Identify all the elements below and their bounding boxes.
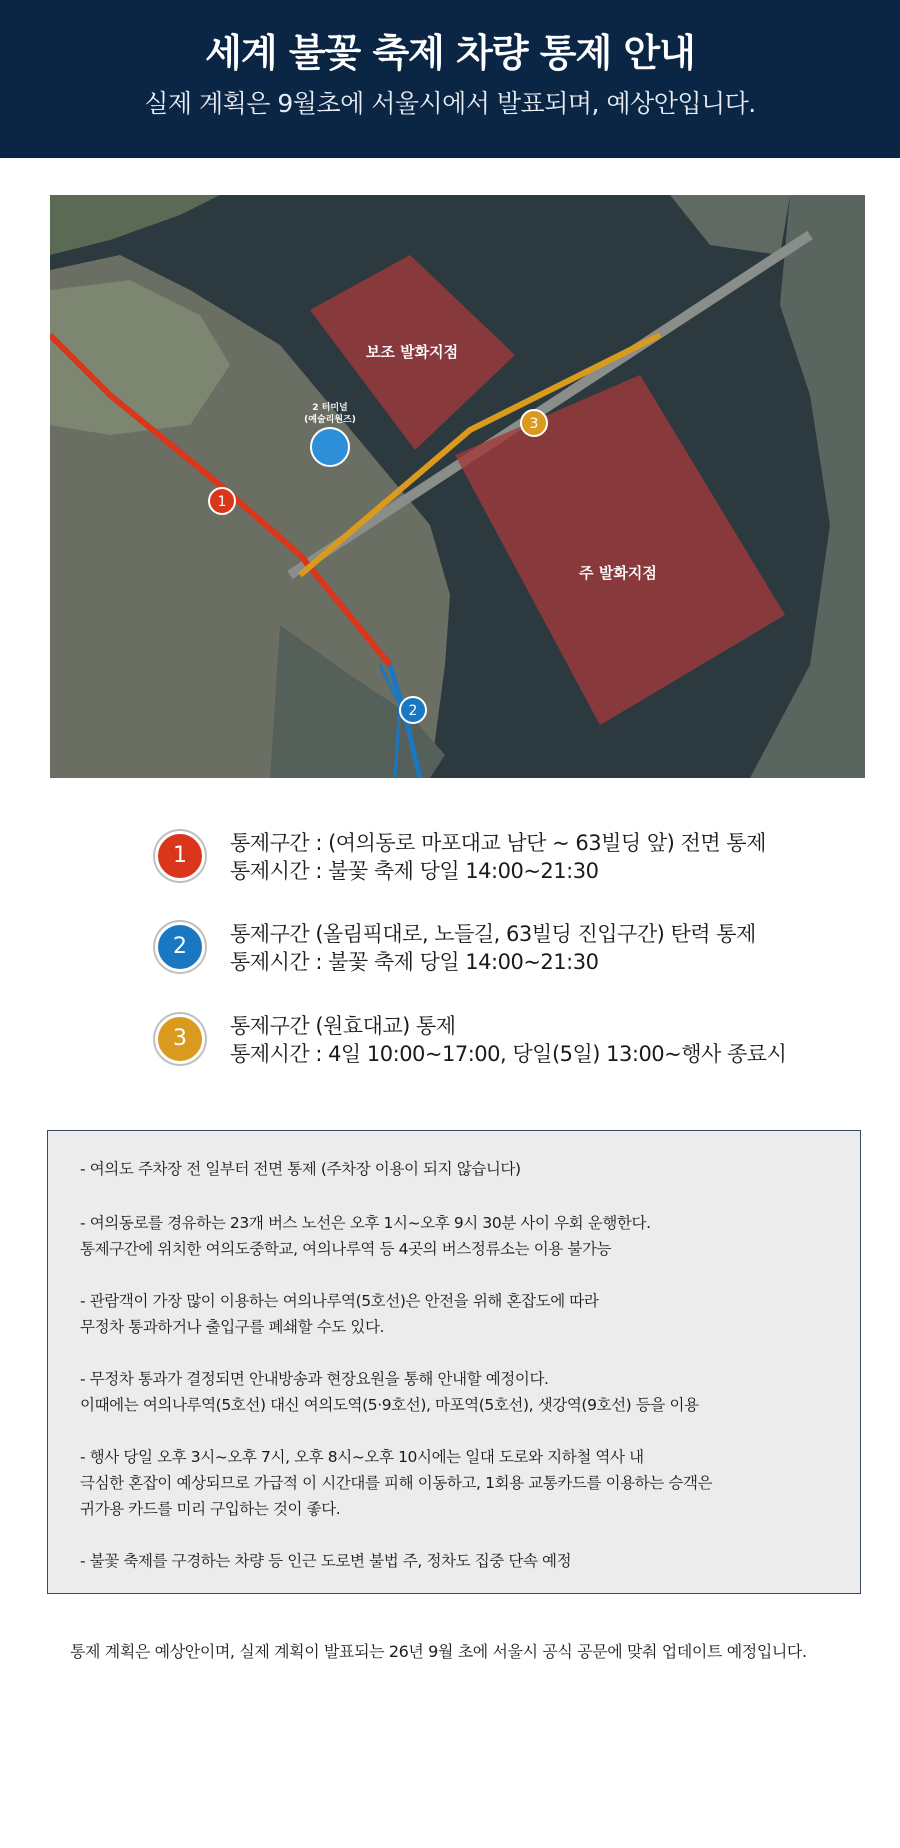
map-marker-1 bbox=[209, 488, 235, 514]
note-2-line-1: - 여의동로를 경유하는 23개 버스 노선은 오후 1시~오후 9시 30분 사이 우회 운행한다. bbox=[80, 1214, 651, 1232]
note-4-line-2: 이때에는 여의나루역(5호선) 대신 여의도역(5·9호선), 마포역(5호선), 샛강역(9호선) 등을 이용 bbox=[80, 1396, 699, 1414]
terminal-sublabel: (예술리원즈) bbox=[304, 415, 356, 425]
terminal-marker bbox=[311, 428, 349, 466]
page-subtitle: 실제 계획은 9월초에 서울시에서 발표되며, 예상안입니다. bbox=[144, 89, 756, 118]
legend-3-time: 통제시간 : 4일 10:00~17:00, 당일(5일) 13:00~행사 종료시 bbox=[230, 1042, 787, 1066]
sub-launch-zone-label: 보조 발화지점 bbox=[365, 343, 459, 361]
legend-1-time: 통제시간 : 불꽃 축제 당일 14:00~21:30 bbox=[230, 859, 599, 883]
legend-3-section: 통제구간 (원효대교) 통제 bbox=[230, 1014, 456, 1038]
note-6-line-1: - 불꽃 축제를 구경하는 차량 등 인근 도로변 불법 주, 정차도 집중 단속 예정 bbox=[80, 1552, 572, 1570]
control-map bbox=[50, 195, 865, 778]
svg-text:1: 1 bbox=[217, 494, 227, 510]
main-launch-zone-label: 주 발화지점 bbox=[579, 564, 657, 582]
note-3-line-1: - 관람객이 가장 많이 이용하는 여의나루역(5호선)은 안전을 위해 혼잡도에 따라 bbox=[80, 1292, 599, 1310]
map-marker-2 bbox=[400, 697, 426, 723]
note-2-line-2: 통제구간에 위치한 여의도중학교, 여의나루역 등 4곳의 버스정류소는 이용 불가능 bbox=[80, 1240, 612, 1258]
page-header bbox=[0, 0, 900, 158]
svg-text:3: 3 bbox=[529, 416, 539, 432]
legend-badge-1: 1 bbox=[155, 831, 205, 881]
note-4-line-1: - 무정차 통과가 결정되면 안내방송과 현장요원을 통해 안내할 예정이다. bbox=[80, 1370, 549, 1388]
note-1-line-1: - 여의도 주차장 전 일부터 전면 통제 (주차장 이용이 되지 않습니다) bbox=[80, 1160, 521, 1178]
terminal-label: 2 터미널 bbox=[312, 403, 348, 413]
page-title: 세계 불꽃 축제 차량 통제 안내 bbox=[205, 31, 695, 75]
legend-badge-3: 3 bbox=[155, 1014, 205, 1064]
legend-1-section: 통제구간 : (여의동로 마포대교 남단 ~ 63빌딩 앞) 전면 통제 bbox=[230, 831, 766, 855]
note-5-line-1: - 행사 당일 오후 3시~오후 7시, 오후 8시~오후 10시에는 일대 도로와 지하철 역사 내 bbox=[80, 1448, 644, 1466]
map-svg bbox=[50, 195, 865, 778]
legend-badge-2: 2 bbox=[155, 922, 205, 972]
legend-2-section: 통제구간 (올림픽대로, 노들길, 63빌딩 진입구간) 탄력 통제 bbox=[230, 922, 756, 946]
svg-text:2: 2 bbox=[408, 703, 418, 719]
note-3-line-2: 무정차 통과하거나 출입구를 폐쇄할 수도 있다. bbox=[80, 1318, 385, 1336]
notes-box bbox=[47, 1130, 861, 1594]
note-5-line-2: 극심한 혼잡이 예상되므로 가급적 이 시간대를 피해 이동하고, 1회용 교통카드를 이용하는 승객은 bbox=[80, 1474, 713, 1492]
legend-2-time: 통제시간 : 불꽃 축제 당일 14:00~21:30 bbox=[230, 950, 599, 974]
map-marker-3 bbox=[521, 410, 547, 436]
note-5-line-3: 귀가용 카드를 미리 구입하는 것이 좋다. bbox=[80, 1500, 341, 1518]
footer-note: 통제 계획은 예상안이며, 실제 계획이 발표되는 26년 9월 초에 서울시 공식 공문에 맞춰 업데이트 예정입니다. bbox=[70, 1642, 807, 1661]
